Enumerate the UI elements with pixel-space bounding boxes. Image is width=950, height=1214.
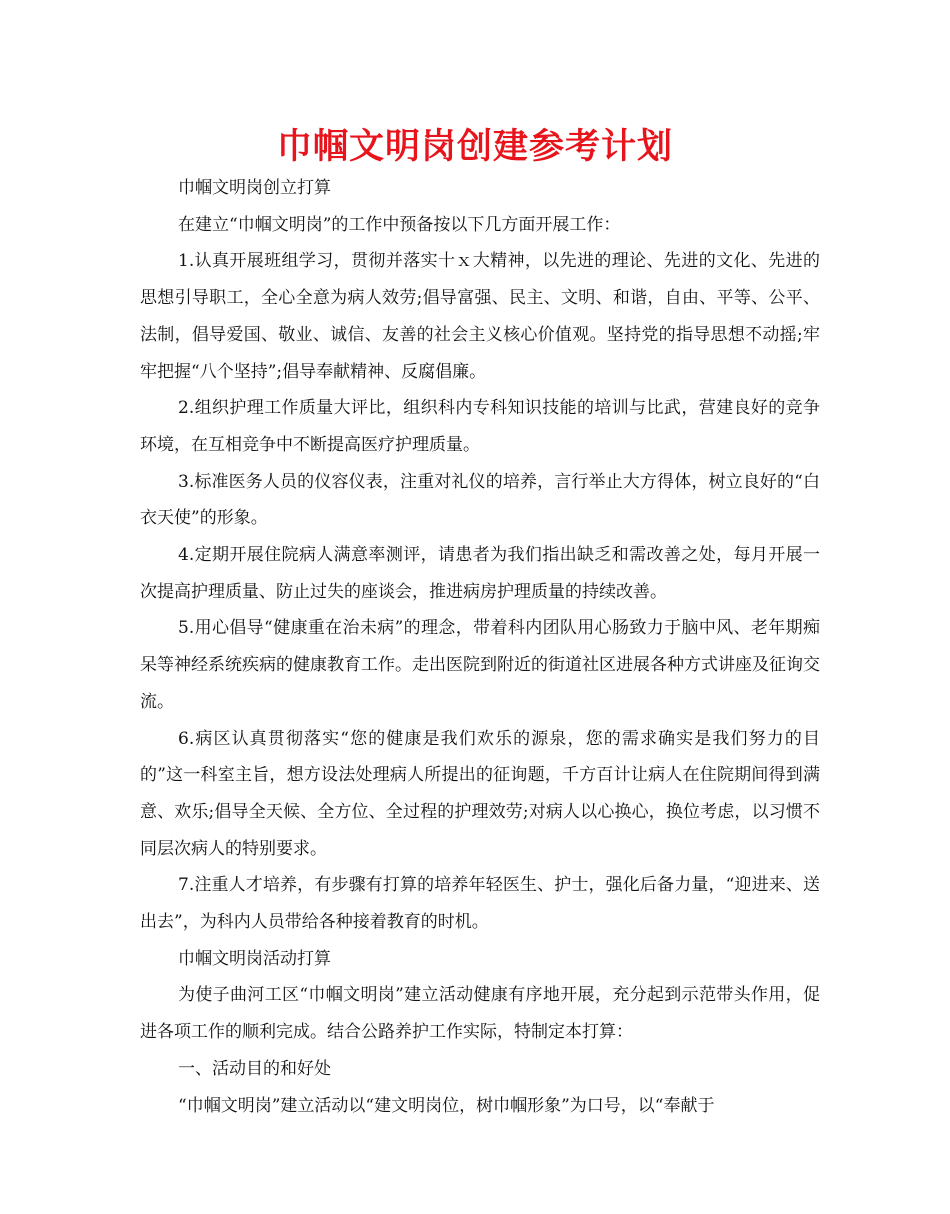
list-item-6: 6.病区认真贯彻落实“您的健康是我们欢乐的源泉，您的需求确实是我们努力的目的”这一科室主旨，想方设法处理病人所提出的征询题，千方百计让病人在住院期间得到满意、欢乐;倡导全天候、全方位、全过程的护理效劳;对病人以心换心，换位考虑，以习惯不同层次病人的特别要求。 <box>140 728 820 859</box>
paragraph-intro: 在建立“巾帼文明岗”的工作中预备按以下几方面开展工作： <box>178 214 621 235</box>
list-item-2: 2.组织护理工作质量大评比，组织科内专科知识技能的培训与比武，营建良好的竞争环境，在互相竞争中不断提高医疗护理质量。 <box>140 398 820 455</box>
document-title: 巾帼文明岗创建参考计划 <box>276 127 673 167</box>
list-item-3: 3.标准医务人员的仪容仪表，注重对礼仪的培养，言行举止大方得体，树立良好的“白衣天使”的形象。 <box>140 471 820 529</box>
section-heading-purpose: 一、活动目的和好处 <box>178 1058 331 1079</box>
heading-activity-plan: 巾帼文明岗活动打算 <box>178 948 331 969</box>
paragraph-activity-intro: 为使子曲河工区“巾帼文明岗”建立活动健康有序地开展，充分起到示范带头作用，促进各项工作的顺利完成。结合公路养护工作实际，特制定本打算： <box>140 985 820 1043</box>
heading-plan: 巾帼文明岗创立打算 <box>178 178 331 198</box>
list-item-1: 1.认真开展班组学习，贯彻并落实十ｘ大精神，以先进的理论、先进的文化、先进的思想引导职工，全心全意为病人效劳;倡导富强、民主、文明、和谐，自由、平等、公平、法制，倡导爱国、敬业、诚信、友善的社会主义核心价值观。坚持党的指导思想不动摇;牢牢把握“八个坚持”;倡导奉献精神、反腐倡廉。 <box>140 251 820 382</box>
list-item-7: 7.注重人才培养，有步骤有打算的培养年轻医生、护士，强化后备力量，“迎进来、送出去”，为科内人员带给各种接着教育的时机。 <box>140 875 820 933</box>
document-body <box>140 170 820 1124</box>
list-item-5: 5.用心倡导“健康重在治未病”的理念，带着科内团队用心肠致力于脑中风、老年期痴呆等神经系统疾病的健康教育工作。走出医院到附近的街道社区进展各种方式讲座及征询交流。 <box>140 618 820 712</box>
paragraph-purpose: “巾帼文明岗”建立活动以“建文明岗位，树巾帼形象”为口号，以“奉献于 <box>178 1095 715 1116</box>
list-item-4: 4.定期开展住院病人满意率测评，请患者为我们指出缺乏和需改善之处，每月开展一次提高护理质量、防止过失的座谈会，推进病房护理质量的持续改善。 <box>140 545 820 602</box>
